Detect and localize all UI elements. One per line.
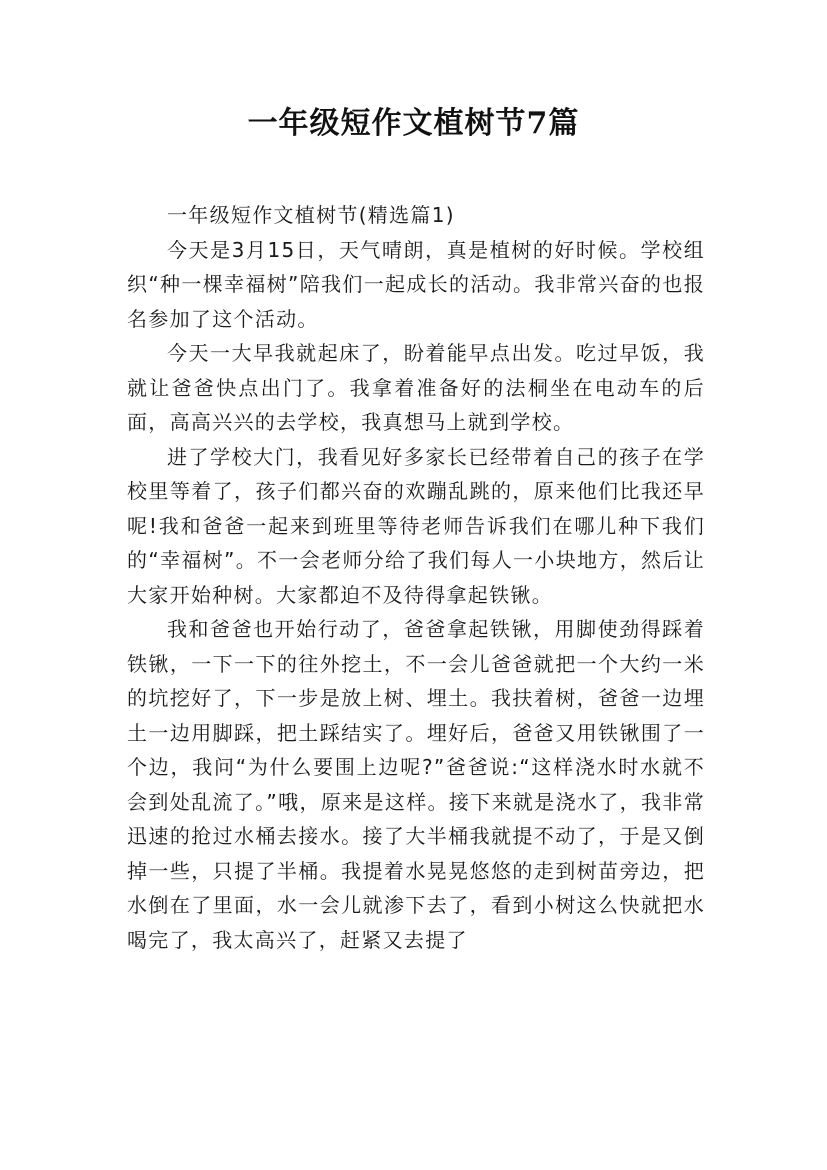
paragraph: 今天一大早我就起床了，盼着能早点出发。吃过早饭，我就让爸爸快点出门了。我拿着准备好的法桐坐在电动车的后面，高高兴兴的去学校，我真想马上就到学校。 (127, 341, 705, 434)
document-title: 一年级短作文植树节7篇 (247, 106, 580, 141)
paragraph: 进了学校大门，我看见好多家长已经带着自己的孩子在学校里等着了，孩子们都兴奋的欢蹦乱跳的，原来他们比我还早呢!我和爸爸一起来到班里等待老师告诉我们在哪儿种下我们的“幸福树”。不一会老师分给了我们每人一小块地方，然后让大家开始种树。大家都迫不及待得拿起铁锹。 (127, 444, 705, 607)
paragraph: 今天是3月15日，天气晴朗，真是植树的好时候。学校组织“种一棵幸福树”陪我们一起成长的活动。我非常兴奋的也报名参加了这个活动。 (127, 237, 705, 331)
document-body (127, 198, 705, 957)
section-heading: 一年级短作文植树节(精选篇1) (167, 203, 455, 227)
paragraph: 我和爸爸也开始行动了，爸爸拿起铁锹，用脚使劲得踩着铁锹，一下一下的往外挖土，不一会儿爸爸就把一个大约一米的坑挖好了，下一步是放上树、埋土。我扶着树，爸爸一边埋土一边用脚踩，把土踩结实了。埋好后，爸爸又用铁锹围了一个边，我问“为什么要围上边呢?”爸爸说:“这样浇水时水就不会到处乱流了。”哦，原来是这样。接下来就是浇水了，我非常迅速的抢过水桶去接水。接了大半桶我就提不动了，于是又倒掉一些，只提了半桶。我提着水晃晃悠悠的走到树苗旁边，把水倒在了里面，水一会儿就渗下去了，看到小树这么快就把水喝完了，我太高兴了，赶紧又去提了 (127, 617, 705, 952)
